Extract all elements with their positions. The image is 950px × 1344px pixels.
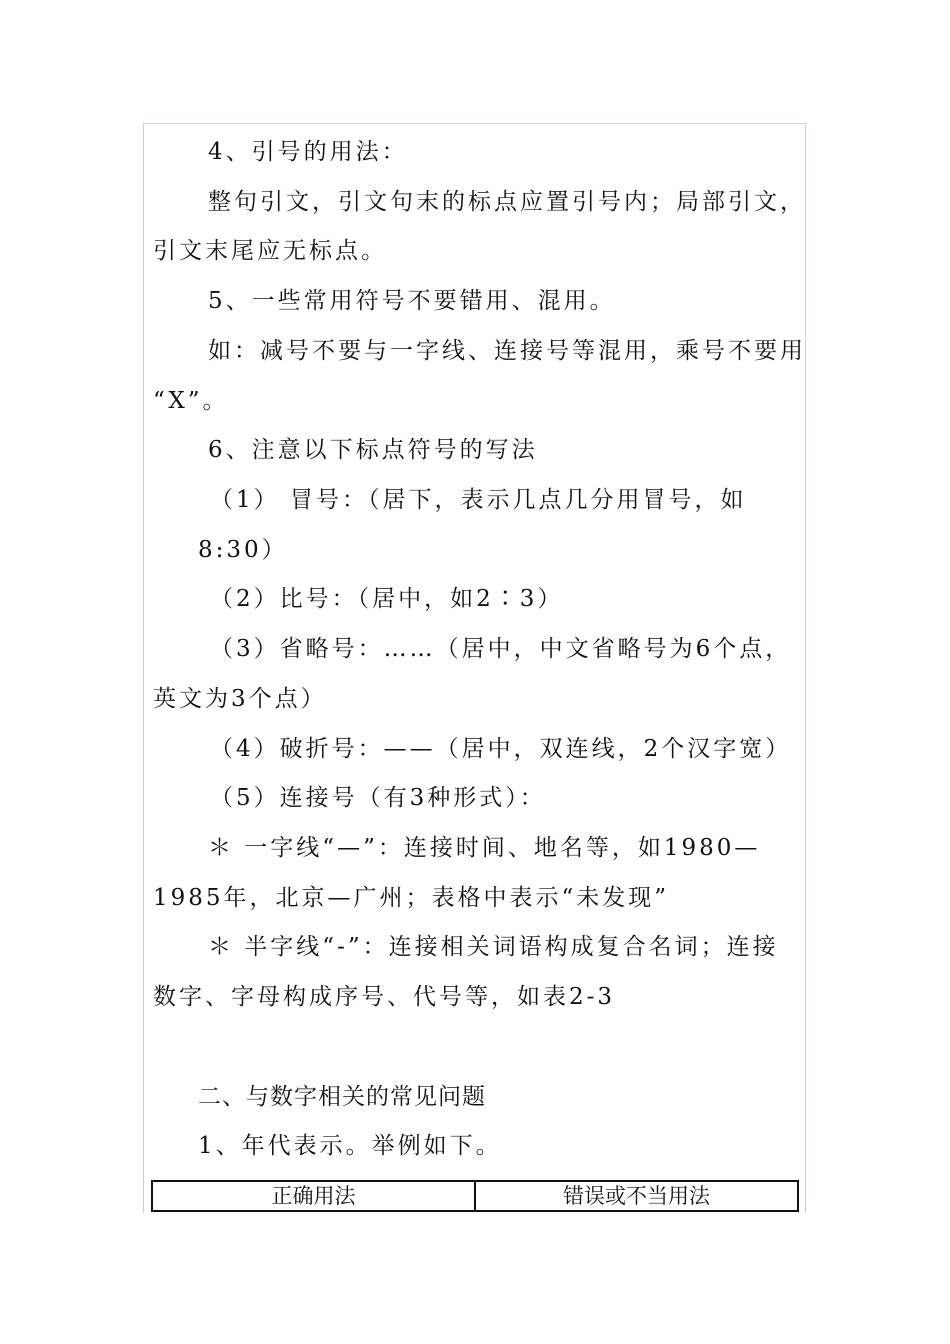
paragraph-line: 整句引文，引文句末的标点应置引号内；局部引文， bbox=[208, 189, 806, 215]
subsection-title: 1、年代表示。举例如下。 bbox=[198, 1133, 502, 1159]
usage-table bbox=[151, 1180, 799, 1212]
paragraph-line: 1985年，北京—广州；表格中表示“未发现” bbox=[153, 885, 670, 911]
table-header-incorrect: 错误或不当用法 bbox=[475, 1181, 798, 1211]
item-symbols-title: 5、一些常用符号不要错用、混用。 bbox=[208, 288, 616, 314]
paragraph-line: 英文为3个点） bbox=[153, 686, 327, 712]
paragraph-line: 8:30） bbox=[198, 537, 288, 563]
paragraph-line: “X”。 bbox=[153, 388, 229, 414]
list-item: （4）破折号：——（居中，双连线，2个汉字宽） bbox=[210, 736, 792, 762]
paragraph-line: 引文末尾应无标点。 bbox=[153, 238, 387, 264]
list-item: （2）比号：（居中，如2∶3） bbox=[210, 586, 564, 612]
item-quotes-title: 4、引号的用法： bbox=[208, 139, 408, 165]
list-item: （3）省略号：……（居中，中文省略号为6个点， bbox=[210, 636, 792, 662]
paragraph-line: 数字、字母构成序号、代号等，如表2-3 bbox=[153, 984, 616, 1010]
list-item: （1） 冒号：（居下，表示几点几分用冒号，如 bbox=[210, 487, 747, 513]
list-item: （5）连接号（有3种形式）： bbox=[210, 785, 546, 811]
section-heading: 二、与数字相关的常见问题 bbox=[198, 1084, 486, 1110]
table-header-correct: 正确用法 bbox=[152, 1181, 475, 1211]
paragraph-line: 如：减号不要与一字线、连接号等混用，乘号不要用 bbox=[208, 338, 806, 364]
list-item: ＊ 半字线“-”：连接相关词语构成复合名词；连接 bbox=[208, 934, 779, 960]
table-header-row bbox=[152, 1181, 798, 1211]
list-item: ＊ 一字线“—”：连接时间、地名等，如1980— bbox=[208, 835, 761, 861]
item-punctuation-title: 6、注意以下标点符号的写法 bbox=[208, 437, 538, 463]
